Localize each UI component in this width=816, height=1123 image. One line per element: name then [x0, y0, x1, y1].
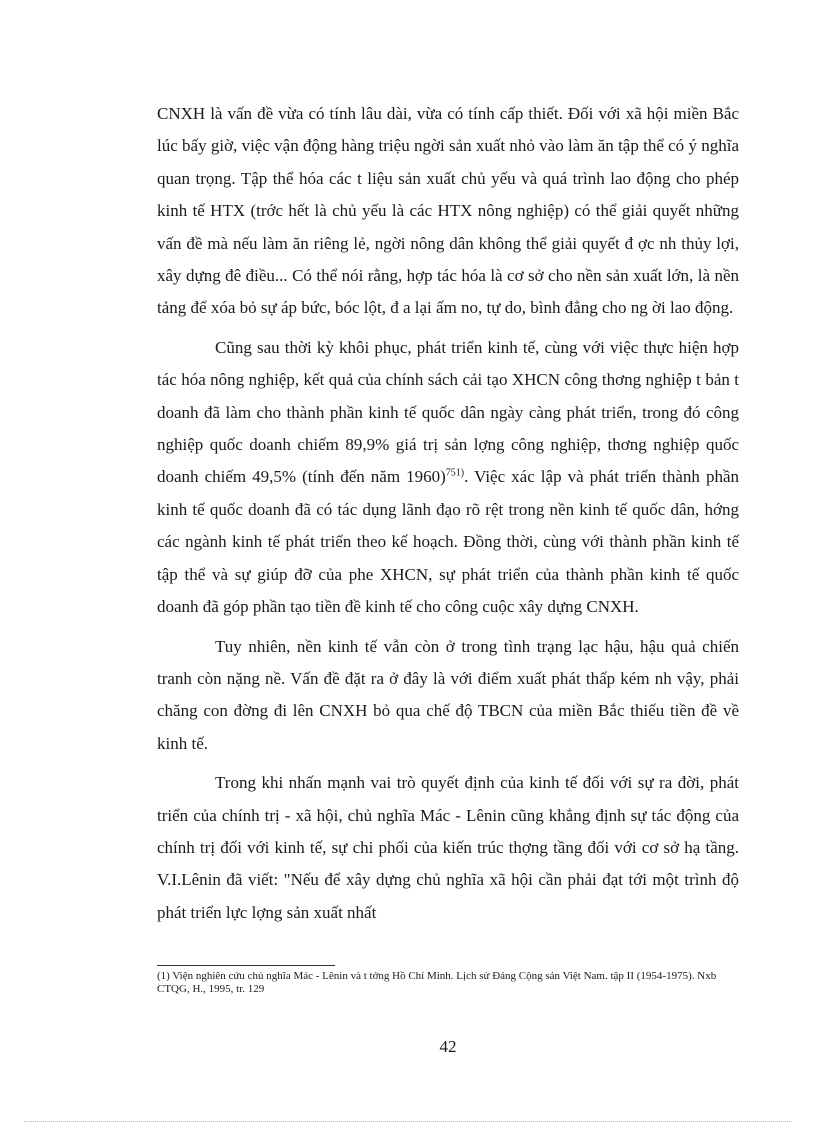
paragraph-4: Trong khi nhấn mạnh vai trò quyết định của kinh tế đối với sự ra đời, phát triển của chính trị - xã hội, chủ nghĩa Mác - Lênin cũng khẳng định sự tác động của chính trị đối với kinh tế, sự chi phối của kiến trúc thợng tầng đối với cơ sở hạ tầng. V.I.Lênin đã viết: "Nếu để xây dựng chủ nghĩa xã hội cần phải đạt tới một trình độ phát triển lực lợng sản xuất nhất — [157, 773, 739, 922]
paragraph-2-text-before: Cũng sau thời kỳ khôi phục, phát triển kinh tế, cùng với việc thực hiện hợp tác hóa nông nghiệp, kết quả của chính sách cải tạo XHCN công thơng nghiệp t bản t doanh đã làm cho thành phần kinh tế quốc dân ngày càng phát triển, trong đó công nghiệp quốc doanh chiếm 89,9% giá trị sản lợng công nghiệp, thơng nghiệp quốc doanh chiếm 49,5% (tính đến năm 1960) — [157, 337, 739, 487]
footnote-reference: 751) — [445, 467, 465, 479]
paragraph-2-text-after: . Việc xác lập và phát triển thành phần kinh tế quốc doanh đã có tác dụng lãnh đạo rõ rệt trong nền kinh tế quốc dân, hớng các ngành kinh tế phát triển theo kế hoạch. Đồng thời, cùng với thành phần kinh tế tập thể và sự giúp đỡ của phe XHCN, sự phát triển của thành phần kinh tế quốc doanh đã góp phần tạo tiền đề kinh tế cho công cuộc xây dựng CNXH. — [157, 467, 740, 617]
footnote-divider — [157, 965, 335, 966]
footnote: (1) Viện nghiên cứu chủ nghĩa Mác - Lênin và t tởng Hồ Chí Minh. Lịch sử Đảng Cộng sản Việt Nam. tập II (1954-1975). Nxb CTQG, H., 1995, tr. 129 — [157, 970, 717, 995]
paragraph-2 — [157, 332, 739, 624]
page-number: 42 — [439, 1037, 457, 1056]
paragraph-1: CNXH là vấn đề vừa có tính lâu dài, vừa có tính cấp thiết. Đối với xã hội miền Bắc lúc bấy giờ, việc vận động hàng triệu ngời sản xuất nhỏ vào làm ăn tập thể có ý nghĩa quan trọng. Tập thể hóa các t liệu sản xuất chủ yếu và quá trình lao động cho phép kinh tế HTX (trớc hết là chủ yếu là các HTX nông nghiệp) có thể giải quyết những vấn đề mà nếu làm ăn riêng lẻ, ngời nông dân không thể giải quyết đ ợc nh thủy lợi, xây dựng đê điều... Có thể nói rằng, hợp tác hóa là cơ sở cho nền sản xuất lớn, là nền tảng để xóa bỏ sự áp bức, bóc lột, đ a lại ấm no, tự do, bình đẳng cho ng ời lao động. — [157, 104, 739, 318]
page-bottom-divider — [24, 1121, 792, 1122]
paragraph-3: Tuy nhiên, nền kinh tế vẫn còn ở trong tình trạng lạc hậu, hậu quả chiến tranh còn nặng nề. Vấn đề đặt ra ở đây là với điểm xuất phát thấp kém nh vậy, phải chăng con đờng đi lên CNXH bỏ qua chế độ TBCN của miền Bắc thiếu tiền đề về kinh tế. — [157, 636, 739, 753]
body-text — [157, 98, 739, 929]
